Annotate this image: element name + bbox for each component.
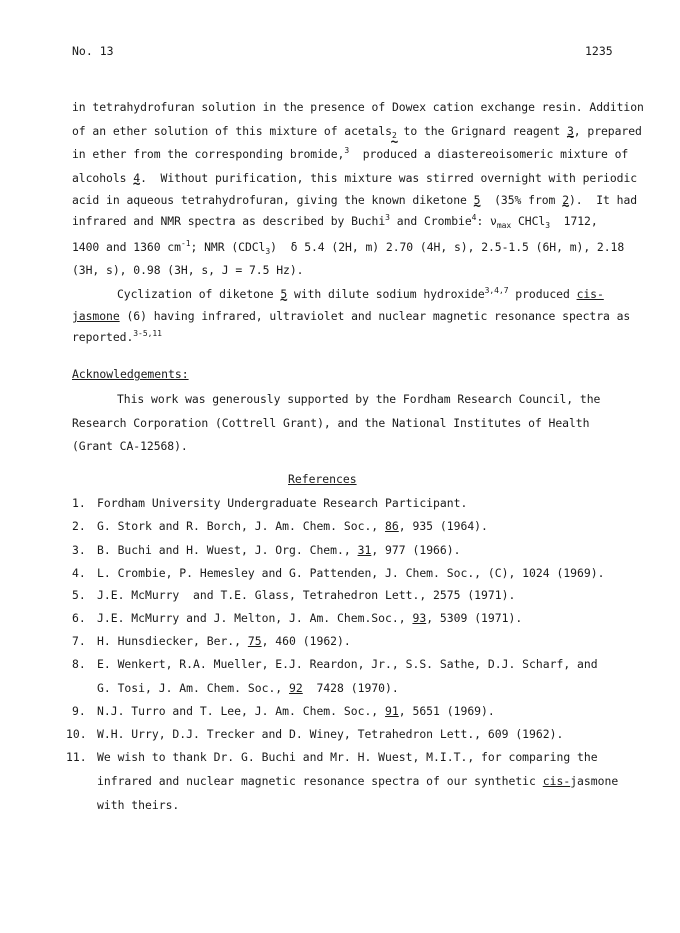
body-line: in ether from the corresponding bromide,$^3$ produced a diastereoisomeric mixture of (72, 146, 629, 161)
acknowledgement-line: (Grant CA-12568). (72, 439, 188, 453)
body-line: infrared and NMR spectra as described by Buchi$^3$ and Crombie$^4$: $\nu_{max}$ CHCl$_3$ 1712, (72, 213, 598, 230)
body-line: jasmone (6) having infrared, ultraviolet and nuclear magnetic resonance spectra as (72, 309, 631, 323)
body-line: in tetrahydrofuran solution in the presence of Dowex cation exchange resin. Addition (72, 100, 644, 114)
acknowledgement-line: Research Corporation (Cottrell Grant), and the National Institutes of Health (72, 416, 590, 430)
references-heading: References (288, 472, 357, 486)
body-line: 1400 and 1360 $cm^{-1}$; NMR (CDCl$_3$) δ 5.4 (2H, m) 2.70 (4H, s), 2.5-1.5 (6H, m), 2.18 (72, 239, 625, 256)
body-line: (3H, s), 0.98 (3H, s, J = 7.5 Hz). (72, 263, 304, 277)
body-line: alcohols 4 ~. Without purification, this mixture was stirred overnight with periodic (72, 171, 637, 185)
acknowledgement-line: This work was generously supported by the Fordham Research Council, the (117, 392, 601, 406)
body-line: acid in aqueous tetrahydrofuran, giving the known diketone 5 ~ (35% from 2 ~). It had (72, 193, 637, 207)
body-line: Cyclization of diketone 5 ~ with dilute sodium hydroxide$^{3,4,7}$ produced cis- (117, 287, 604, 301)
body-line: reported.$^{3-5,11}$ (72, 329, 162, 344)
body-line: of an ether solution of this mixture of acetals2 to the Grignard reagent 3 ~, prepared (72, 124, 642, 138)
acknowledgements-heading: Acknowledgements: (72, 367, 189, 381)
page-number: 1235 (585, 44, 613, 58)
issue-number: No. 13 (72, 44, 114, 58)
journal-page: No. 13 1235 in tetrahydrofuran solution in the presence of Dowex cation exchange resin. Addition of an ether solution of this mixture of acetals2 to the Grignard reagent 3 ~, prepared in ether from the corresponding bromide,$^3$ produced a diastereoisomeric mixture of alcohols 4 ~. Without purification, this mixture was stirred overnight with periodic acid in aqueous tetrahydrofuran, giving the known diketone 5 ~ (35% from 2 ~). It had infrared and NMR spectra as described by Buchi$^3$ and Crombie$^4$: $\nu_{max}$ CHCl$_3$ 1712, 1400 and 1360 $cm^{-1}$; NMR (CDCl$_3$) δ 5.4 (2H, m) 2.70 (4H, s), 2.5-1.5 (6H, m), 2.18 (3H, s), 0.98 (3H, s, J = 7.5 Hz). Cyclization of diketone 5 ~ with dilute sodium hydroxide$^{3,4,7}$ produced cis- jasmone (6) having infrared, ultraviolet and nuclear magnetic resonance spectra as reported.$^{3-5,11}$ Acknowledgements: This work was generously supported by the Fordham Research Council, the Research Corporation (Cottrell Grant), and the National Institutes of Health (Grant CA-12568). References 1. Fordham University Undergraduate Research Participant. 2. G. Stork and R. Borch, J. Am. Chem. Soc., 86, 935 (1964). 3. B. Buchi and H. Wuest, J. Org. Chem., 31, 977 (1966). 4. L. Crombie, P. Hemesley and G. Pattenden, J. Chem. Soc., (C), 1024 (1969). 5. J.E. McMurry and T.E. Glass, Tetrahedron Lett., 2575 (1971). 6. J.E. McMurry and J. Melton, J. Am. Chem.Soc., 93, 5309 (1971). 7. H. Hunsdiecker, Ber., 75, 460 (1962). 8. E. Wenkert, R.A. Mueller, E.J. Reardon, Jr., S.S. Sathe, D.J. Scharf, and G. Tosi, J. Am. Chem. Soc., 92 7428 (1970). 9. N.J. Turro and T. Lee, J. Am. Chem. Soc., 91, 5651 (1969). 10. W.H. Urry, D.J. Trecker and D. Winey, Tetrahedron Lett., 609 (1962). 11. We wish to thank Dr. G. Buchi and Mr. H. Wuest, M.I.T., for comparing the infrared and nuclear magnetic resonance spectra of our synthetic cis-jasmone with theirs. (0, 0, 680, 933)
